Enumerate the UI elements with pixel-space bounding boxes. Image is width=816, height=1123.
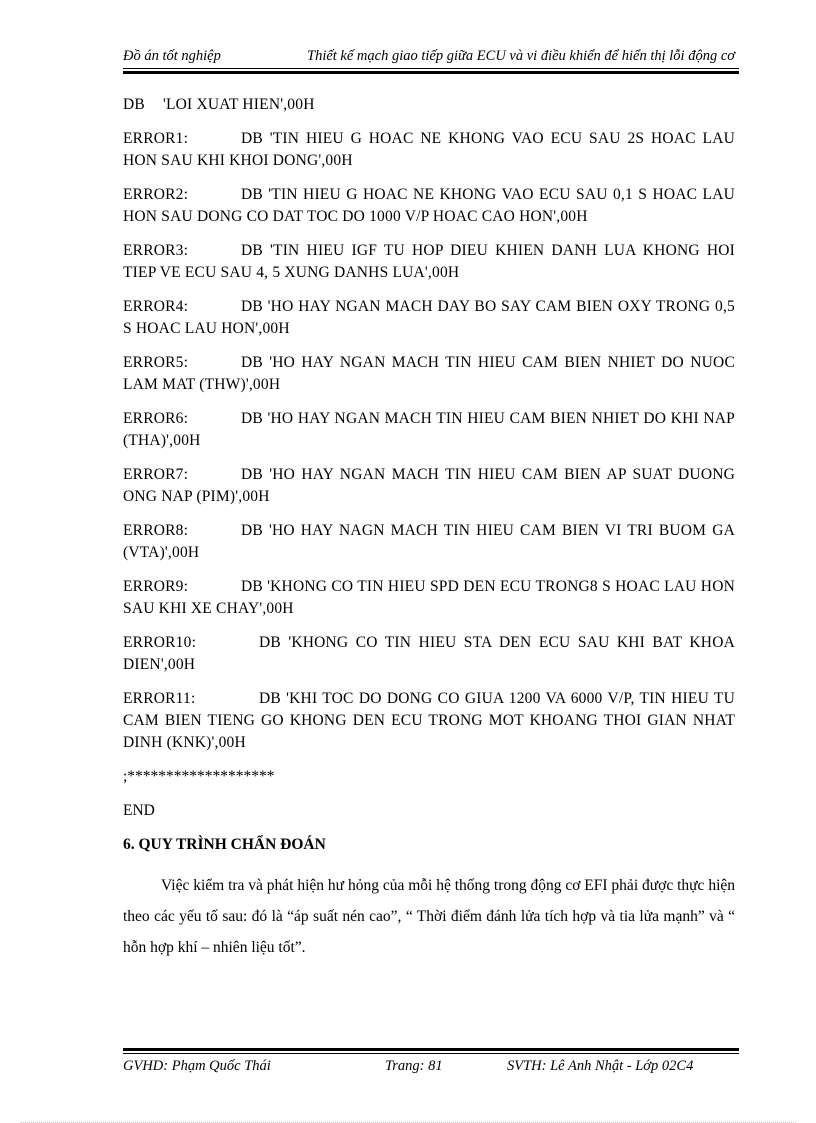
code-listing <box>123 94 735 754</box>
code-text: DB 'HO HAY NGAN MACH TIN HIEU CAM BIEN AP SUAT DUONG ONG NAP (PIM)',00H <box>123 466 735 505</box>
code-line <box>123 94 735 116</box>
header-right-title: Thiết kế mạch giao tiếp giữa ECU và vi điều khiển để hiển thị lỗi động cơ <box>307 48 735 64</box>
code-line <box>123 352 735 396</box>
code-text: 'LOI XUAT HIEN',00H <box>163 96 315 113</box>
code-text: DB 'HO HAY NGAN MACH DAY BO SAY CAM BIEN OXY TRONG 0,5 S HOAC LAU HON',00H <box>123 298 735 337</box>
header-left-title: Đồ án tốt nghiệp <box>123 48 221 64</box>
code-text: DB 'KHONG CO TIN HIEU SPD DEN ECU TRONG8 S HOAC LAU HON SAU KHI XE CHAY',00H <box>123 578 735 617</box>
footer-advisor: GVHD: Phạm Quốc Thái <box>123 1058 271 1074</box>
code-text: DB 'TIN HIEU IGF TU HOP DIEU KHIEN DANH LUA KHONG HOI TIEP VE ECU SAU 4, 5 XUNG DANHS LUA',00H <box>123 242 735 281</box>
code-line <box>123 464 735 508</box>
footer-student: SVTH: Lê Anh Nhật - Lớp 02C4 <box>507 1058 694 1074</box>
code-line <box>123 128 735 172</box>
section-title: 6. QUY TRÌNH CHẨN ĐOÁN <box>123 836 326 853</box>
code-line <box>123 240 735 284</box>
code-line <box>123 408 735 452</box>
footer-rule-thin <box>123 1053 739 1054</box>
header-rule-thin <box>123 68 739 69</box>
code-label: ERROR5: <box>123 354 189 371</box>
code-text: DB 'HO HAY NAGN MACH TIN HIEU CAM BIEN VI TRI BUOM GA (VTA)',00H <box>123 522 735 561</box>
code-text: DB 'TIN HIEU G HOAC NE KHONG VAO ECU SAU 0,1 S HOAC LAU HON SAU DONG CO DAT TOC DO 1000 V/P HOAC CAO HON',00H <box>123 186 735 225</box>
end-line: END <box>123 802 155 819</box>
code-text: DB 'HO HAY NGAN MACH TIN HIEU CAM BIEN NHIET DO KHI NAP (THA)',00H <box>123 410 735 449</box>
code-line <box>123 688 735 754</box>
code-label: ERROR8: <box>123 522 189 539</box>
code-label: ERROR3: <box>123 242 189 259</box>
stars-line: ;******************* <box>123 768 275 785</box>
footer-rule-thick <box>123 1048 739 1051</box>
code-line <box>123 520 735 564</box>
code-line <box>123 296 735 340</box>
code-label: ERROR7: <box>123 466 189 483</box>
header-rule-thick <box>123 71 739 74</box>
code-line <box>123 576 735 620</box>
code-text: DB 'KHI TOC DO DONG CO GIUA 1200 VA 6000 V/P, TIN HIEU TU CAM BIEN TIENG GO KHONG DEN ECU TRONG MOT KHOANG THOI GIAN NHAT DINH (KNK)',00H <box>123 690 735 751</box>
code-text: DB 'TIN HIEU G HOAC NE KHONG VAO ECU SAU 2S HOAC LAU HON SAU KHI KHOI DONG',00H <box>123 130 735 169</box>
code-label: ERROR1: <box>123 130 189 147</box>
footer-page-number: Trang: 81 <box>385 1058 443 1074</box>
page-content <box>123 94 735 963</box>
code-label: ERROR10: <box>123 634 197 651</box>
code-label: ERROR2: <box>123 186 189 203</box>
code-text: DB 'HO HAY NGAN MACH TIN HIEU CAM BIEN NHIET DO NUOC LAM MAT (THW)',00H <box>123 354 735 393</box>
code-text: DB 'KHONG CO TIN HIEU STA DEN ECU SAU KHI BAT KHOA DIEN',00H <box>123 634 735 673</box>
code-label: ERROR9: <box>123 578 189 595</box>
code-label: DB <box>123 96 145 113</box>
code-label: ERROR11: <box>123 690 196 707</box>
code-label: ERROR4: <box>123 298 189 315</box>
page-footer <box>123 1058 739 1080</box>
code-label: ERROR6: <box>123 410 189 427</box>
page-header <box>123 48 739 70</box>
code-line <box>123 632 735 676</box>
code-line <box>123 184 735 228</box>
body-paragraph: Việc kiểm tra và phát hiện hư hỏng của mỗi hệ thống trong động cơ EFI phải được thực hiện theo các yếu tố sau: đó là “áp suất nén cao”, “ Thời điểm đánh lửa tích hợp và tia lửa mạnh” và “ hỗn hợp khí – nhiên liệu tốt”. <box>123 877 735 956</box>
